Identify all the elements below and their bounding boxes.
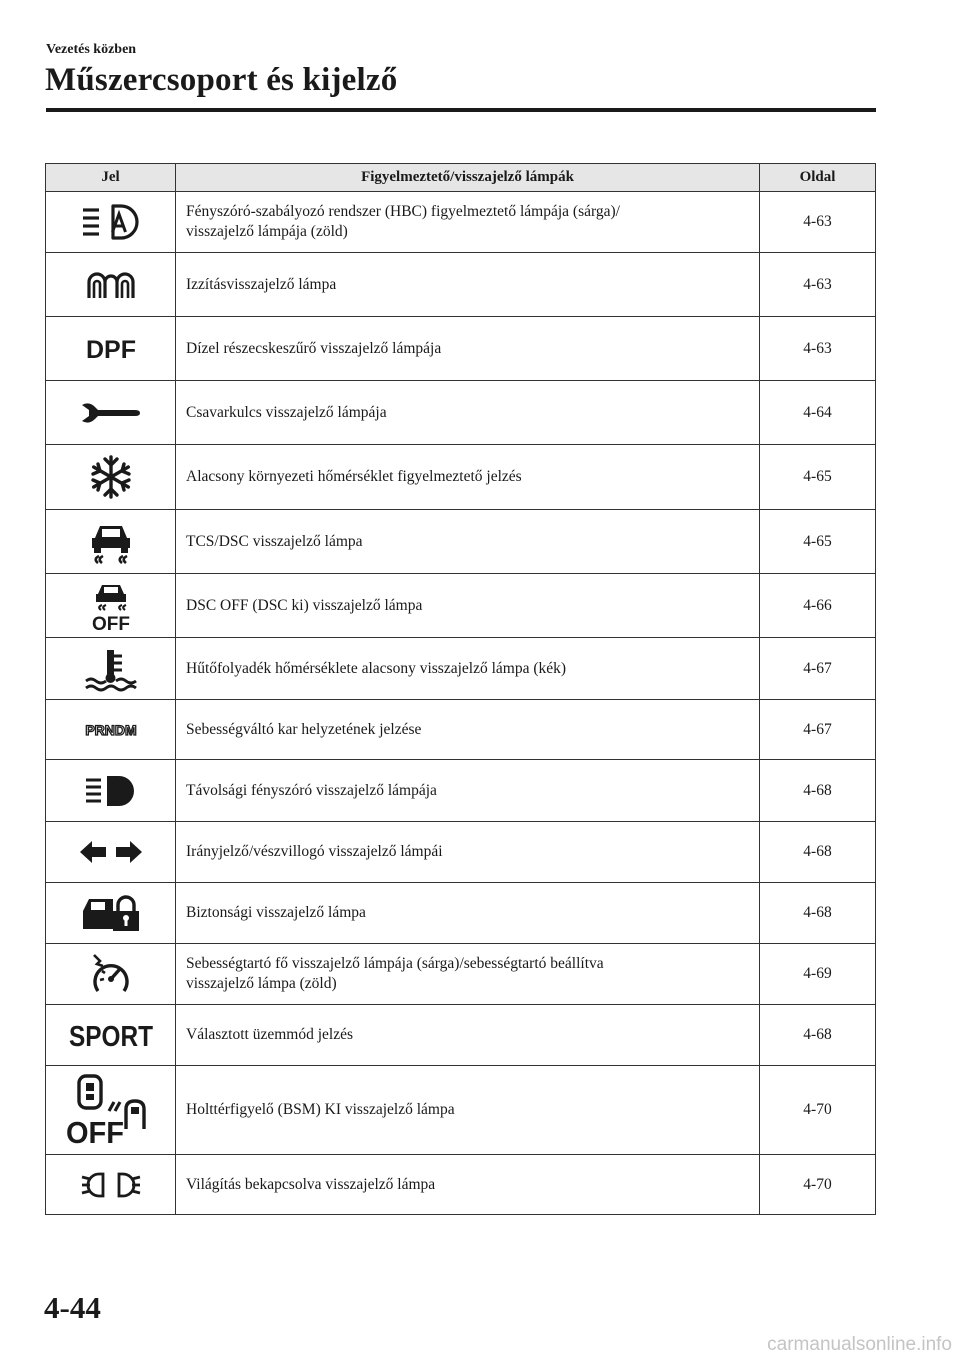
indicator-table bbox=[45, 163, 876, 1215]
row-page: 4-68 bbox=[760, 883, 876, 944]
table-row bbox=[46, 381, 876, 445]
row-description-line: TCS/DSC visszajelző lámpa bbox=[186, 532, 363, 550]
table-row bbox=[46, 700, 876, 760]
row-description-line: Irányjelző/vészvillogó visszajelző lámpái bbox=[186, 843, 443, 860]
coolant-temp-icon bbox=[80, 647, 142, 691]
row-description-line: Csavarkulcs visszajelző lámpája bbox=[186, 403, 387, 421]
security-lock-icon bbox=[79, 893, 143, 933]
row-page: 4-65 bbox=[760, 510, 876, 574]
row-description-line: Holttérfigyelő (BSM) KI visszajelző lámpa bbox=[186, 1101, 455, 1118]
row-page: 4-63 bbox=[760, 317, 876, 381]
table-row bbox=[46, 1066, 876, 1155]
column-header-description: Figyelmeztető/visszajelző lámpák bbox=[176, 164, 760, 192]
title-rule bbox=[46, 108, 876, 112]
row-description-line: Biztonsági visszajelző lámpa bbox=[186, 904, 366, 921]
svg-text:SPORT: SPORT bbox=[68, 1021, 153, 1053]
glow-plug-icon bbox=[81, 268, 141, 302]
row-description-line: Sebességtartó fő visszajelző lámpája (sárga)/sebességtartó beállítva bbox=[186, 955, 604, 972]
table-row bbox=[46, 760, 876, 822]
wrench-icon bbox=[79, 398, 143, 428]
row-description-line: Izzításvisszajelző lámpa bbox=[186, 275, 337, 293]
row-description-line: Hűtőfolyadék hőmérséklete alacsony visszajelző lámpa (kék) bbox=[186, 659, 567, 677]
dsc-off-icon bbox=[81, 580, 141, 635]
sport-icon bbox=[66, 1018, 156, 1052]
row-description-line: Sebességváltó kar helyzetének jelzése bbox=[186, 720, 422, 738]
row-page: 4-63 bbox=[760, 253, 876, 317]
row-page: 4-69 bbox=[760, 944, 876, 1005]
watermark: carmanualsonline.info bbox=[767, 1334, 952, 1355]
row-description-line: Távolsági fényszóró visszajelző lámpája bbox=[186, 781, 437, 799]
table-header-row bbox=[46, 164, 876, 192]
svg-text:OFF: OFF bbox=[91, 613, 130, 635]
table-row bbox=[46, 822, 876, 883]
row-description-line: visszajelző lámpája (zöld) bbox=[186, 223, 348, 240]
table-row bbox=[46, 317, 876, 381]
dpf-icon bbox=[76, 333, 146, 365]
row-page: 4-67 bbox=[760, 638, 876, 700]
section-label: Vezetés közben bbox=[46, 42, 137, 57]
row-page: 4-68 bbox=[760, 1005, 876, 1066]
svg-text:DPF: DPF bbox=[85, 335, 136, 364]
row-page: 4-65 bbox=[760, 445, 876, 510]
row-page: 4-64 bbox=[760, 381, 876, 445]
column-header-page: Oldal bbox=[760, 164, 876, 192]
row-page: 4-70 bbox=[760, 1155, 876, 1215]
row-page: 4-67 bbox=[760, 700, 876, 760]
table-row bbox=[46, 1005, 876, 1066]
high-beam-icon bbox=[83, 773, 139, 809]
table-row bbox=[46, 574, 876, 638]
lights-on-icon bbox=[80, 1170, 142, 1200]
row-description-line: DSC OFF (DSC ki) visszajelző lámpa bbox=[186, 596, 423, 614]
table-row bbox=[46, 510, 876, 574]
row-description-line: Alacsony környezeti hőmérséklet figyelmeztető jelzés bbox=[186, 468, 522, 485]
row-description-line: Világítás bekapcsolva visszajelző lámpa bbox=[186, 1175, 436, 1193]
table-row bbox=[46, 1155, 876, 1215]
row-description-line: Fényszóró-szabályozó rendszer (HBC) figyelmeztető lámpája (sárga)/ bbox=[186, 203, 620, 220]
snowflake-icon bbox=[88, 454, 134, 500]
row-description-line: Választott üzemmód jelzés bbox=[186, 1026, 353, 1043]
page-title: Műszercsoport és kijelző bbox=[45, 62, 398, 98]
svg-text:OFF: OFF bbox=[65, 1115, 124, 1150]
row-description-line: visszajelző lámpa (zöld) bbox=[186, 975, 337, 992]
prndm-icon bbox=[76, 720, 146, 740]
row-page: 4-63 bbox=[760, 192, 876, 253]
cruise-control-icon bbox=[88, 951, 134, 997]
row-page: 4-68 bbox=[760, 822, 876, 883]
row-page: 4-68 bbox=[760, 760, 876, 822]
row-description-line: Dízel részecskeszűrő visszajelző lámpája bbox=[186, 339, 442, 357]
table-row bbox=[46, 944, 876, 1005]
svg-text:PRNDM: PRNDM bbox=[84, 721, 137, 738]
page-number: 4-44 bbox=[44, 1290, 101, 1325]
row-page: 4-70 bbox=[760, 1066, 876, 1155]
table-row bbox=[46, 192, 876, 253]
table-row bbox=[46, 883, 876, 944]
table-row bbox=[46, 638, 876, 700]
column-header-symbol: Jel bbox=[46, 164, 176, 192]
row-page: 4-66 bbox=[760, 574, 876, 638]
bsm-off-icon bbox=[63, 1073, 159, 1150]
turn-signal-icon bbox=[78, 839, 144, 865]
tcs-dsc-icon bbox=[83, 518, 139, 566]
table-row bbox=[46, 445, 876, 510]
hbc-headlight-a-icon bbox=[79, 202, 143, 242]
table-row bbox=[46, 253, 876, 317]
